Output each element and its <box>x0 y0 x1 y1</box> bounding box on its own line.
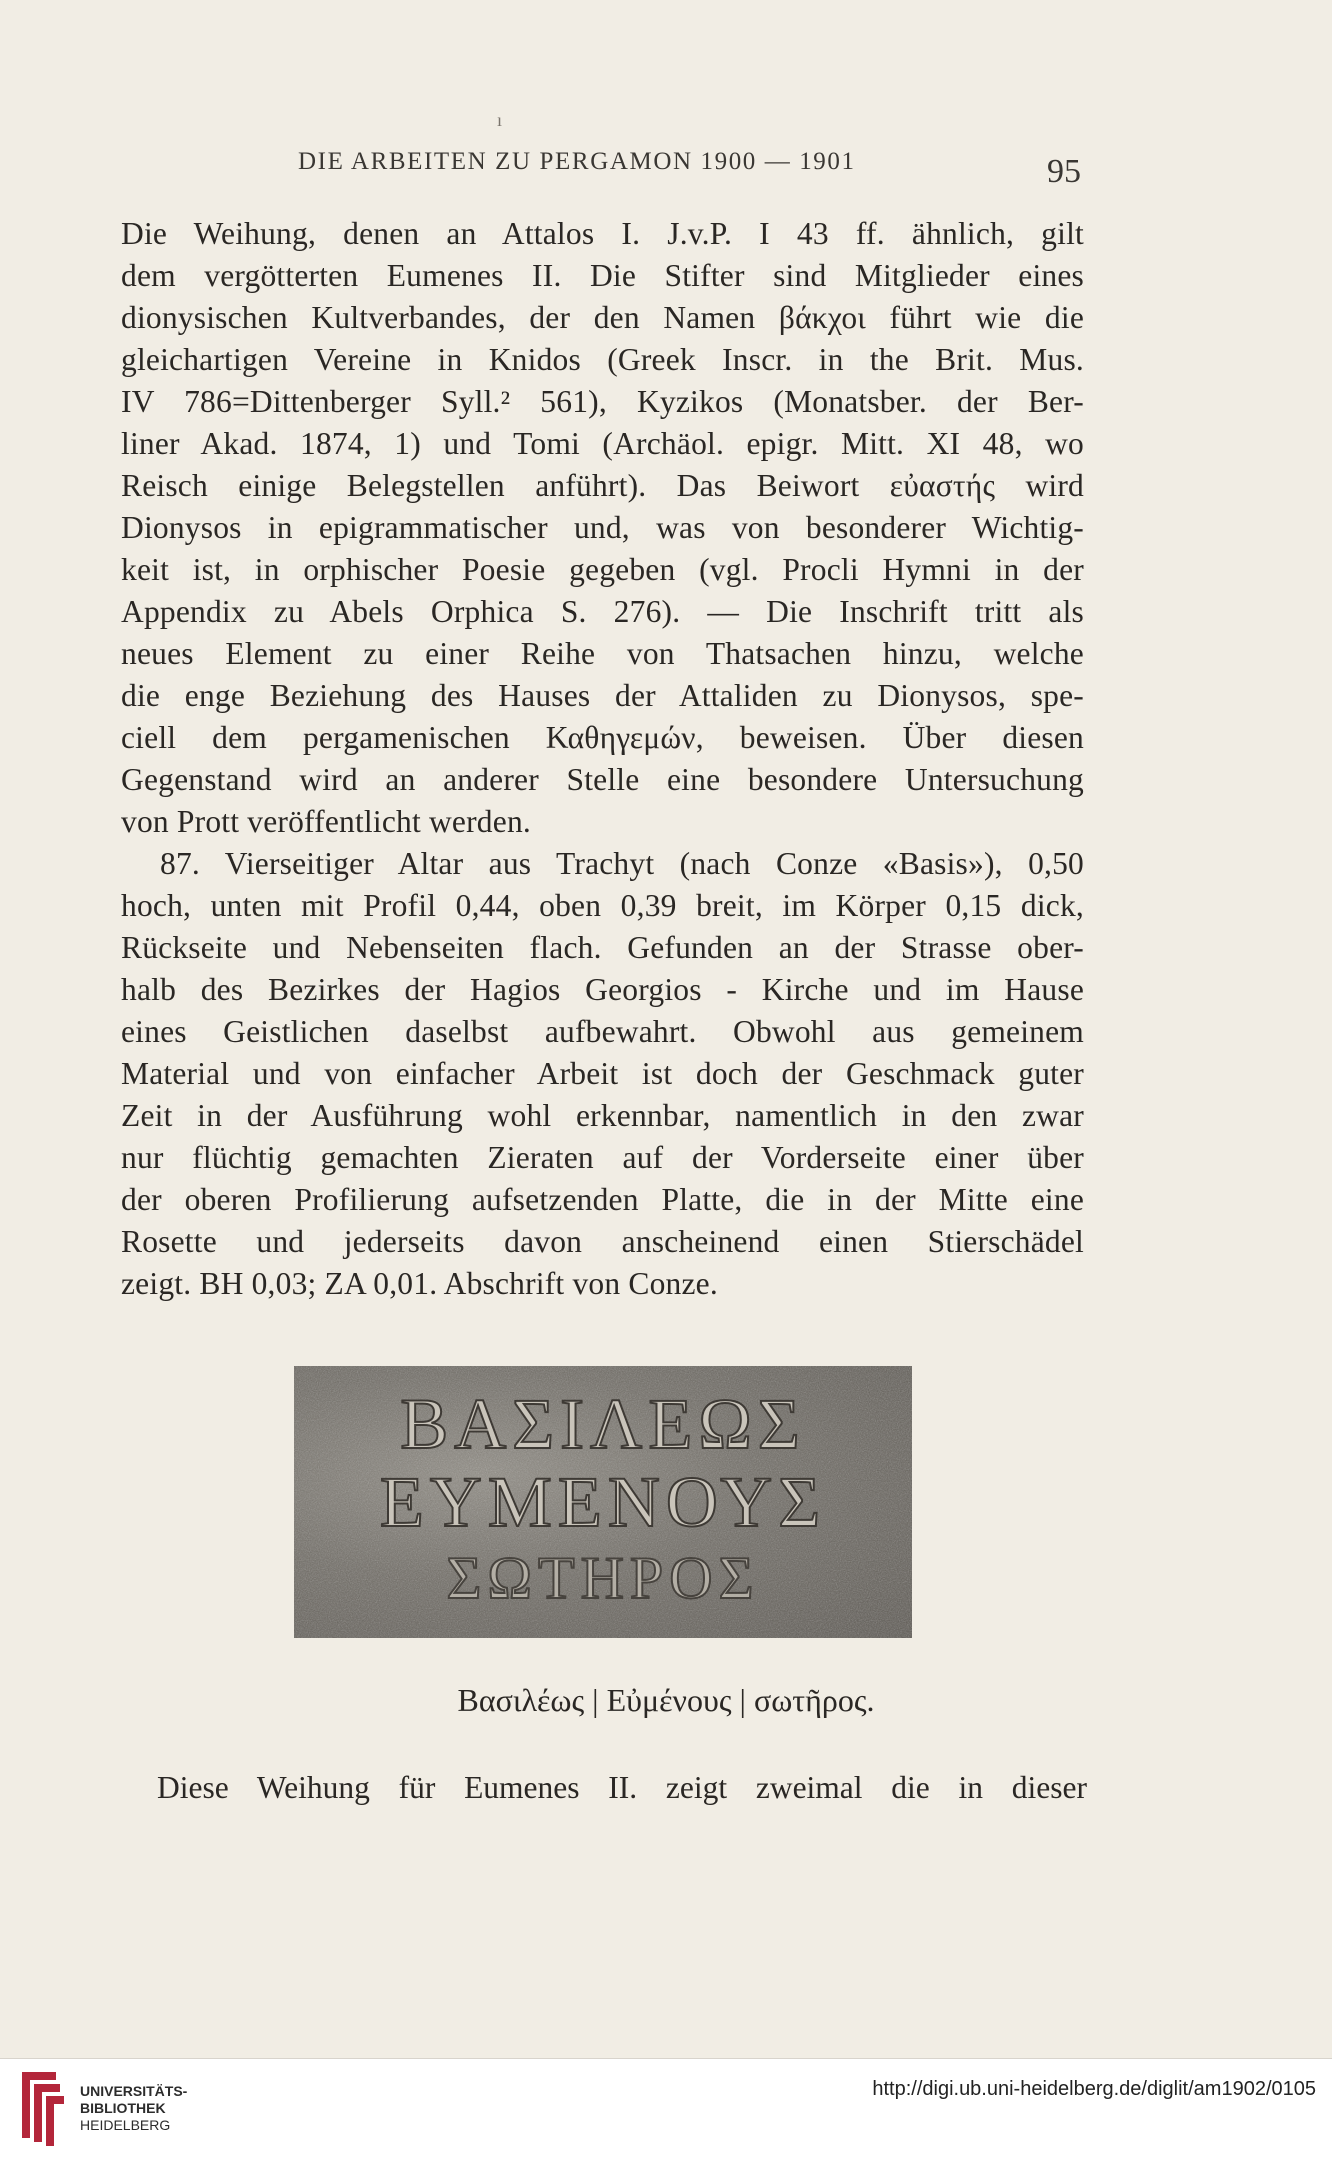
inscription-line-3: ΣΩΤΗΡΟΣ <box>446 1545 760 1611</box>
library-line-3: HEIDELBERG <box>80 2117 171 2133</box>
body-line: Dionysos in epigrammatischer und, was von besonderer Wichtig- <box>121 510 1084 545</box>
body-line: keit ist, in orphischer Poesie gegeben (vgl. Procli Hymni in der <box>121 552 1084 587</box>
body-line: die enge Beziehung des Hauses der Attaliden zu Dionysos, spe- <box>121 678 1084 713</box>
inscription-photo <box>294 1366 912 1638</box>
source-url-link[interactable]: http://digi.ub.uni-heidelberg.de/diglit/am1902/0105 <box>872 2078 1316 2100</box>
library-name <box>80 2083 187 2134</box>
library-logo-icon <box>16 2068 68 2148</box>
body-line: Appendix zu Abels Orphica S. 276). — Die Inschrift tritt als <box>121 594 1084 629</box>
body-line: 87. Vierseitiger Altar aus Trachyt (nach Conze «Basis»), 0,50 <box>160 846 1084 881</box>
inscription-line-2: ΕΥΜΕΝΟΥΣ <box>379 1462 827 1542</box>
body-line: IV 786=Dittenberger Syll.² 561), Kyzikos (Monatsber. der Ber- <box>121 384 1084 419</box>
body-line: ciell dem pergamenischen Καθηγεμών, beweisen. Über diesen <box>121 720 1084 755</box>
body-line: gleichartigen Vereine in Knidos (Greek Inscr. in the Brit. Mus. <box>121 342 1084 377</box>
body-line: Material und von einfacher Arbeit ist doch der Geschmack guter <box>121 1056 1084 1091</box>
figure-caption: Βασιλέως | Εὐμένους | σωτῆρος. <box>457 1682 875 1718</box>
library-line-2: BIBLIOTHEK <box>80 2100 166 2116</box>
body-line: der oberen Profilierung aufsetzenden Platte, die in der Mitte eine <box>121 1182 1084 1217</box>
body-text <box>121 213 1084 1305</box>
library-line-1: UNIVERSITÄTS- <box>80 2083 188 2099</box>
body-line: liner Akad. 1874, 1) und Tomi (Archäol. epigr. Mitt. XI 48, wo <box>121 426 1084 461</box>
body-line: halb des Bezirkes der Hagios Georgios - Kirche und im Hause <box>121 972 1084 1007</box>
body-line: nur flüchtig gemachten Zieraten auf der Vorderseite einer über <box>121 1140 1084 1175</box>
body-line: neues Element zu einer Reihe von Thatsachen hinzu, welche <box>121 636 1084 671</box>
body-line: Rückseite und Nebenseiten flach. Gefunden an der Strasse ober- <box>121 930 1084 965</box>
running-head: DIE ARBEITEN ZU PERGAMON 1900 — 1901 <box>298 148 856 175</box>
inscription-photo-svg <box>294 1366 912 1638</box>
body-line: Die Weihung, denen an Attalos I. J.v.P. I 43 ff. ähnlich, gilt <box>121 216 1084 251</box>
body-line: dem vergötterten Eumenes II. Die Stifter sind Mitglieder eines <box>121 258 1084 293</box>
body-line: dionysischen Kultverbandes, der den Namen βάκχοι führt wie die <box>121 300 1084 335</box>
closing-line: Diese Weihung für Eumenes II. zeigt zweimal die in dieser <box>157 1770 1087 1805</box>
body-line: von Prott veröffentlicht werden. <box>121 804 531 839</box>
body-line: hoch, unten mit Profil 0,44, oben 0,39 breit, im Körper 0,15 dick, <box>121 888 1084 923</box>
page-number: 95 <box>1047 153 1081 190</box>
footer-bar <box>0 2058 1332 2158</box>
body-line: Gegenstand wird an anderer Stelle eine besondere Untersuchung <box>121 762 1084 797</box>
body-line: zeigt. BH 0,03; ZA 0,01. Abschrift von Conze. <box>121 1266 718 1301</box>
body-line: Reisch einige Belegstellen anführt). Das Beiwort εὐαστής wird <box>121 468 1084 503</box>
body-line: Rosette und jederseits davon anscheinend einen Stierschädel <box>121 1224 1084 1259</box>
inscription-line-1: ΒΑΣΙΛΕΩΣ <box>400 1384 806 1464</box>
body-line: Zeit in der Ausführung wohl erkennbar, namentlich in den zwar <box>121 1098 1084 1133</box>
body-line: eines Geistlichen daselbst aufbewahrt. Obwohl aus gemeinem <box>121 1014 1084 1049</box>
stray-mark: ı <box>497 110 503 130</box>
